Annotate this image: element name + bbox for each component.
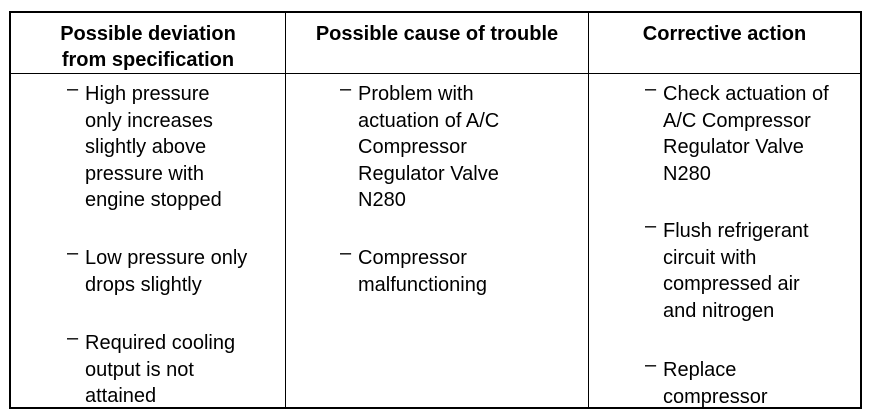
item-line: Compressor xyxy=(358,247,467,269)
item-line: compressor xyxy=(663,385,768,408)
item-line: Compressor xyxy=(358,136,467,158)
list-item xyxy=(645,354,768,410)
list-item xyxy=(645,78,829,187)
item-line: Required cooling xyxy=(85,332,236,354)
item-line: attained xyxy=(85,385,157,407)
item-line: compressed air xyxy=(663,273,800,295)
dash-marker: – xyxy=(340,78,352,100)
header-line: Corrective action xyxy=(642,23,807,45)
item-line: Low pressure only xyxy=(85,247,248,269)
item-line: Problem with xyxy=(358,83,474,105)
column-deviation xyxy=(11,13,286,407)
item-line: only increases xyxy=(85,109,213,132)
dash-marker: – xyxy=(645,354,657,376)
item-line: and nitrogen xyxy=(663,299,775,322)
header-deviation xyxy=(11,13,285,74)
dash-marker: – xyxy=(67,242,79,264)
item-line: Regulator Valve xyxy=(663,136,804,158)
item-line: Regulator Valve xyxy=(358,162,499,185)
dash-marker: – xyxy=(340,242,352,264)
dash-marker: – xyxy=(645,215,657,237)
dash-marker: – xyxy=(645,78,657,100)
list-item xyxy=(67,327,236,410)
header-line: from specification xyxy=(61,49,235,71)
item-line: drops slightly xyxy=(85,273,202,296)
list-item xyxy=(67,78,222,214)
column-cause xyxy=(286,13,589,407)
item-line: N280 xyxy=(358,189,406,211)
list-item xyxy=(67,242,248,298)
item-line: pressure with xyxy=(85,162,204,185)
item-line: Check actuation of xyxy=(663,83,829,105)
list-item xyxy=(645,215,809,324)
item-line: Replace xyxy=(663,359,737,381)
troubleshooting-table xyxy=(9,11,862,409)
item-line: slightly above xyxy=(85,136,207,158)
dash-marker: – xyxy=(67,327,79,349)
item-line: N280 xyxy=(663,162,711,185)
list-item xyxy=(340,242,487,298)
list-item xyxy=(340,78,500,214)
header-cause xyxy=(286,13,588,74)
item-line: malfunctioning xyxy=(358,273,487,296)
header-action xyxy=(589,13,860,74)
item-line: actuation of A/C xyxy=(358,109,500,132)
header-line: Possible deviation xyxy=(60,23,236,45)
item-line: Flush refrigerant xyxy=(663,220,809,242)
item-line: A/C Compressor xyxy=(663,109,811,132)
item-line: output is not xyxy=(85,358,194,381)
item-line: engine stopped xyxy=(85,189,222,211)
header-line: Possible cause of trouble xyxy=(315,23,559,45)
item-line: circuit with xyxy=(663,246,757,269)
dash-marker: – xyxy=(67,78,79,100)
item-line: High pressure xyxy=(85,83,210,105)
column-action xyxy=(589,13,860,407)
